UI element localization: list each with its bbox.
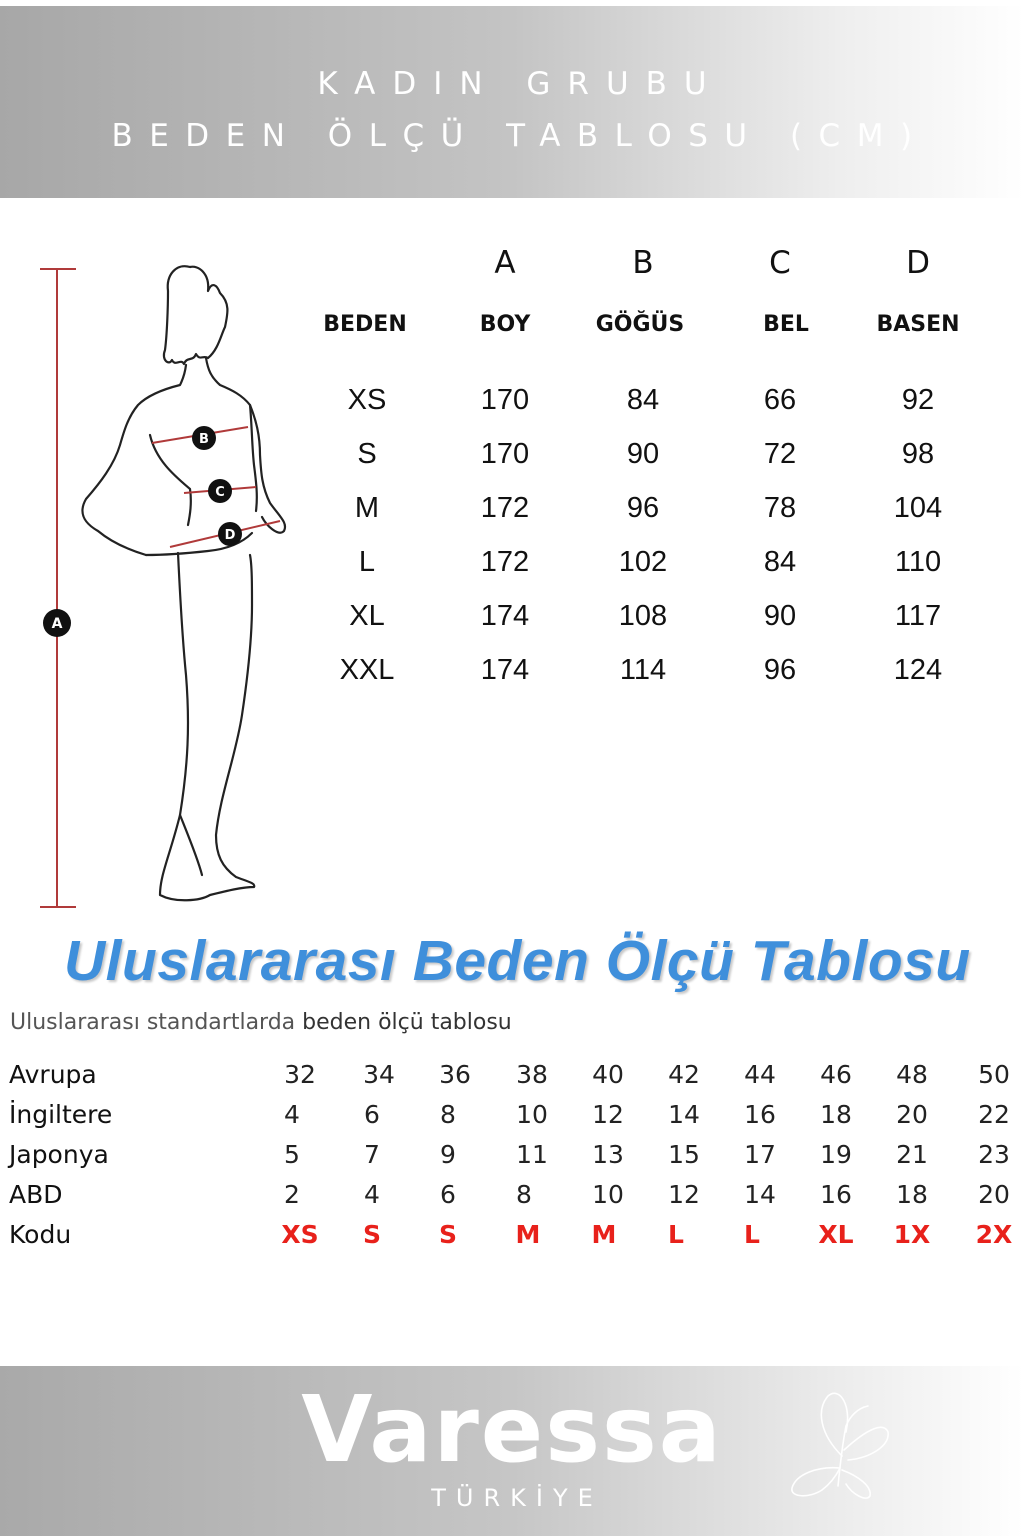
table-cell: L — [358, 546, 376, 578]
table-cell: 78 — [763, 492, 797, 524]
col-header-boy: BOY — [479, 312, 531, 337]
row-value: 13 — [592, 1140, 624, 1169]
row-value: 40 — [592, 1060, 624, 1089]
row-value: 14 — [668, 1100, 700, 1129]
row-value: 22 — [978, 1100, 1010, 1129]
international-title: Uluslararası Beden Ölçü Tablosu — [64, 929, 971, 993]
row-value: 8 — [440, 1100, 456, 1129]
intl-row-japonya — [0, 1140, 1024, 1180]
measure-marker-c — [208, 479, 232, 503]
size-code: M — [591, 1220, 617, 1249]
size-code: XS — [281, 1220, 319, 1249]
marker-d-label: D — [224, 528, 236, 543]
table-cell: 114 — [619, 654, 667, 686]
table-cell: 108 — [618, 600, 668, 632]
size-code: 1X — [893, 1220, 931, 1249]
measure-marker-b — [192, 426, 216, 450]
row-label: İngiltere — [9, 1100, 113, 1129]
table-cell: M — [354, 492, 380, 524]
size-code: S — [362, 1220, 382, 1249]
marker-c-label: C — [215, 485, 225, 500]
size-code: L — [744, 1220, 760, 1249]
size-code: XL — [818, 1220, 854, 1249]
row-value: 20 — [978, 1180, 1010, 1209]
measure-marker-a — [43, 609, 71, 637]
header-title-line2: BEDEN ÖLÇÜ TABLOSU (CM) — [111, 118, 929, 154]
table-cell: 174 — [480, 600, 530, 632]
col-letter: C — [769, 245, 791, 281]
row-value: 7 — [364, 1140, 380, 1169]
row-value: 11 — [516, 1140, 548, 1169]
row-label: ABD — [9, 1180, 63, 1209]
size-code: S — [438, 1220, 458, 1249]
col-header-basen: BASEN — [876, 312, 960, 337]
row-value: 9 — [440, 1140, 456, 1169]
header-title-line1: KADIN GRUBU — [317, 66, 724, 102]
table-cell: XL — [349, 600, 385, 632]
table-cell: S — [357, 438, 377, 470]
col-letter: A — [494, 245, 516, 281]
table-cell: 172 — [480, 546, 530, 578]
col-header-beden: BEDEN — [323, 312, 407, 337]
footer-banner — [0, 1366, 1024, 1536]
table-cell: 117 — [894, 600, 942, 632]
row-value: 5 — [284, 1140, 300, 1169]
row-value: 6 — [364, 1100, 380, 1129]
row-value: 46 — [820, 1060, 852, 1089]
row-value: 20 — [896, 1100, 928, 1129]
row-value: 12 — [668, 1180, 700, 1209]
row-value: 21 — [896, 1140, 928, 1169]
row-value: 8 — [516, 1180, 532, 1209]
woman-silhouette — [82, 266, 285, 900]
row-value: 16 — [744, 1100, 776, 1129]
table-cell: 84 — [763, 546, 797, 578]
brand-country: TÜRKİYE — [431, 1484, 603, 1512]
row-value: 15 — [668, 1140, 700, 1169]
row-value: 10 — [516, 1100, 548, 1129]
row-value: 4 — [284, 1100, 300, 1129]
table-cell: XXL — [339, 654, 395, 686]
row-value: 38 — [516, 1060, 548, 1089]
table-cell: 104 — [893, 492, 943, 524]
butterfly-icon — [780, 1386, 900, 1506]
row-value: 2 — [284, 1180, 300, 1209]
subtitle-light: Uluslararası standartlarda — [10, 1010, 303, 1035]
table-cell: 84 — [626, 384, 660, 416]
row-value: 10 — [592, 1180, 624, 1209]
size-code: L — [668, 1220, 684, 1249]
table-cell: 110 — [894, 546, 942, 578]
row-value: 23 — [978, 1140, 1010, 1169]
intl-row-abd — [0, 1180, 1024, 1220]
table-cell: 72 — [763, 438, 797, 470]
col-header-gogus: GÖĞÜS — [595, 312, 685, 337]
row-label: Avrupa — [9, 1060, 97, 1089]
row-value: 44 — [744, 1060, 776, 1089]
row-value: 16 — [820, 1180, 852, 1209]
table-cell: 172 — [480, 492, 530, 524]
row-value: 14 — [744, 1180, 776, 1209]
table-cell: 90 — [626, 438, 660, 470]
table-cell: 66 — [763, 384, 797, 416]
table-cell: 170 — [480, 384, 530, 416]
row-value: 18 — [896, 1180, 928, 1209]
row-value: 42 — [668, 1060, 700, 1089]
row-value: 32 — [284, 1060, 316, 1089]
table-cell: 90 — [763, 600, 797, 632]
row-value: 12 — [592, 1100, 624, 1129]
col-header-bel: BEL — [763, 312, 809, 337]
table-cell: 92 — [901, 384, 935, 416]
row-value: 36 — [439, 1060, 471, 1089]
size-code: 2X — [975, 1220, 1013, 1249]
row-label: Japonya — [9, 1140, 109, 1169]
height-measure-line — [40, 269, 76, 907]
row-value: 50 — [978, 1060, 1010, 1089]
subtitle-bold: beden ölçü tablosu — [302, 1010, 512, 1035]
row-value: 18 — [820, 1100, 852, 1129]
row-value: 6 — [440, 1180, 456, 1209]
table-cell: 102 — [618, 546, 668, 578]
table-cell: 98 — [901, 438, 935, 470]
marker-a-label: A — [51, 616, 63, 632]
brand-logo: Varessa — [301, 1376, 723, 1483]
table-cell: 96 — [763, 654, 797, 686]
row-value: 17 — [744, 1140, 776, 1169]
row-label: Kodu — [9, 1220, 72, 1249]
table-cell: XS — [347, 384, 387, 416]
row-value: 34 — [363, 1060, 395, 1089]
table-cell: 170 — [480, 438, 530, 470]
col-letter: D — [906, 245, 930, 281]
intl-row-avrupa — [0, 1060, 1024, 1100]
intl-row-ingiltere — [0, 1100, 1024, 1140]
body-measurement-figure — [30, 255, 320, 915]
row-value: 4 — [364, 1180, 380, 1209]
col-letter: B — [632, 245, 654, 281]
table-cell: 174 — [480, 654, 530, 686]
table-cell: 124 — [893, 654, 943, 686]
size-code: M — [515, 1220, 541, 1249]
intl-row-kodu — [0, 1220, 1024, 1260]
marker-b-label: B — [199, 432, 209, 447]
row-value: 48 — [896, 1060, 928, 1089]
table-cell: 96 — [626, 492, 660, 524]
header-banner — [0, 6, 1024, 198]
international-subtitle — [10, 1010, 512, 1035]
row-value: 19 — [820, 1140, 852, 1169]
measure-marker-d — [218, 522, 242, 546]
